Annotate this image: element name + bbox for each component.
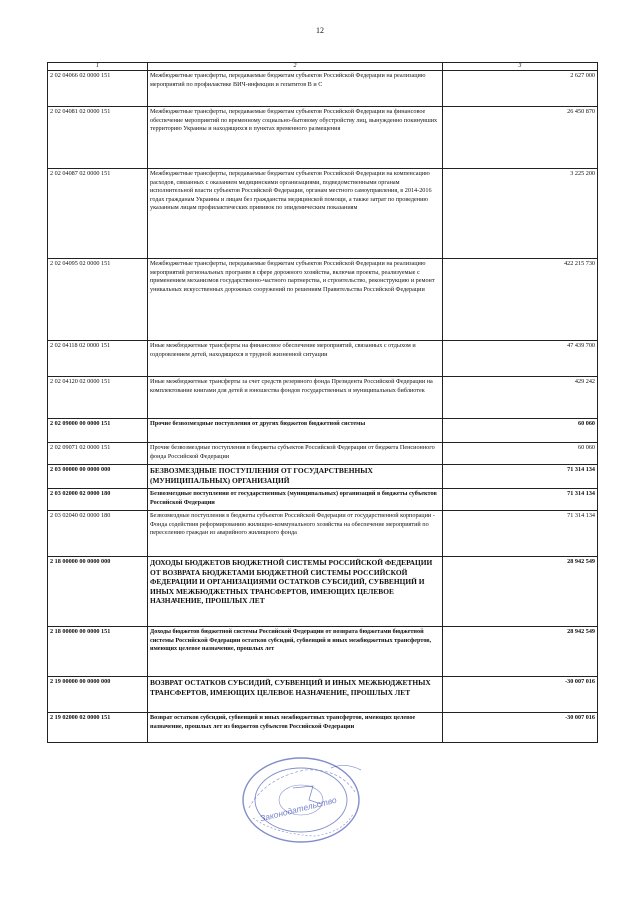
row-code: 2 02 09071 02 0000 151 [48, 443, 148, 465]
table-row [48, 489, 598, 511]
row-description: Межбюджетные трансферты, передаваемые бюджетам субъектов Российской Федерации на компенсацию расходов, связанных с оказанием медицинскими организациями, подведомственными органам исполнительной власти субъектов Российской Федерации, органам местного самоуправления, в 2014-2016 годах гражданам Украины и лицам без гражданства медицинской помощи, а также затрат по проведению указанным лицам профилактических прививок по эпидемическим показаниям [148, 169, 443, 259]
row-code: 2 02 04095 02 0000 151 [48, 259, 148, 341]
row-code: 2 03 02000 02 0000 180 [48, 489, 148, 511]
row-amount: 429 242 [443, 377, 598, 419]
row-description: Межбюджетные трансферты, передаваемые бюджетам субъектов Российской Федерации на реализацию мероприятий региональных программ в сфере дорожного хозяйства, включая проекты, реализуемые с применением механизмов государственно-частного партнерства, и строительство, реконструкцию и ремонт уникальных искусственных дорожных сооружений по решениям Правительства Российской Федерации [148, 259, 443, 341]
row-description: Иные межбюджетные трансферты за счет средств резервного фонда Президента Российской Федерации на комплектование книгами для детей и юношества фондов государственных и муниципальных библиотек [148, 377, 443, 419]
row-description: Безвозмездные поступления в бюджеты субъектов Российской Федерации от государственной корпорации - Фонда содействия реформированию жилищно-коммунального хозяйства на обеспечение мероприятий по переселению граждан из аварийного жилищного фонда [148, 511, 443, 557]
stamp-text: Законодательство [258, 794, 338, 824]
column-header-code: 1 [48, 63, 148, 71]
row-code: 2 02 04118 02 0000 151 [48, 341, 148, 377]
row-description: Доходы бюджетов бюджетной системы Российской Федерации от возврата бюджетами бюджетной системы Российской Федерации остатков субсидий, субвенций и иных межбюджетных трансфертов, имеющих целевое назначение, прошлых лет [148, 627, 443, 677]
table-header-row [48, 63, 598, 71]
table-body [48, 71, 598, 743]
table-row [48, 377, 598, 419]
table-row [48, 713, 598, 743]
row-code: 2 18 00000 00 0000 000 [48, 557, 148, 627]
table-row [48, 443, 598, 465]
row-description: Межбюджетные трансферты, передаваемые бюджетам субъектов Российской Федерации на реализацию мероприятий по профилактике ВИЧ-инфекции и гепатитов В и С [148, 71, 443, 107]
table-row [48, 677, 598, 713]
row-amount: 3 225 200 [443, 169, 598, 259]
column-header-amount: 3 [443, 63, 598, 71]
row-amount: 2 627 000 [443, 71, 598, 107]
row-amount: -30 007 016 [443, 677, 598, 713]
row-description: БЕЗВОЗМЕЗДНЫЕ ПОСТУПЛЕНИЯ ОТ ГОСУДАРСТВЕННЫХ (МУНИЦИПАЛЬНЫХ) ОРГАНИЗАЦИЙ [148, 465, 443, 489]
row-amount: 47 439 700 [443, 341, 598, 377]
row-code: 2 18 00000 00 0000 151 [48, 627, 148, 677]
budget-revenue-table [47, 62, 598, 743]
row-description: Прочие безвозмездные поступления в бюджеты субъектов Российской Федерации от бюджета Пенсионного фонда Российской Федерации [148, 443, 443, 465]
table-row [48, 465, 598, 489]
row-code: 2 02 04120 02 0000 151 [48, 377, 148, 419]
column-header-description: 2 [148, 63, 443, 71]
row-amount: 71 314 134 [443, 511, 598, 557]
row-code: 2 02 04066 02 0000 151 [48, 71, 148, 107]
row-amount: 71 314 134 [443, 489, 598, 511]
row-description: ВОЗВРАТ ОСТАТКОВ СУБСИДИЙ, СУБВЕНЦИЙ И ИНЫХ МЕЖБЮДЖЕТНЫХ ТРАНСФЕРТОВ, ИМЕЮЩИХ ЦЕЛЕВОЕ НАЗНАЧЕНИЕ, ПРОШЛЫХ ЛЕТ [148, 677, 443, 713]
row-code: 2 19 00000 00 0000 000 [48, 677, 148, 713]
row-code: 2 02 04087 02 0000 151 [48, 169, 148, 259]
table-row [48, 259, 598, 341]
row-amount: 28 942 549 [443, 557, 598, 627]
row-amount: 422 215 730 [443, 259, 598, 341]
official-seal-stamp [235, 748, 373, 848]
row-amount: 26 450 870 [443, 107, 598, 169]
row-code: 2 19 02000 02 0000 151 [48, 713, 148, 743]
table-row [48, 627, 598, 677]
table-row [48, 341, 598, 377]
row-amount: 71 314 134 [443, 465, 598, 489]
table-row [48, 71, 598, 107]
row-description: ДОХОДЫ БЮДЖЕТОВ БЮДЖЕТНОЙ СИСТЕМЫ РОССИЙСКОЙ ФЕДЕРАЦИИ ОТ ВОЗВРАТА БЮДЖЕТАМИ БЮДЖЕТНОЙ СИСТЕМЫ РОССИЙСКОЙ ФЕДЕРАЦИИ И ОРГАНИЗАЦИЯМИ ОСТАТКОВ СУБСИДИЙ, СУБВЕНЦИЙ И ИНЫХ МЕЖБЮДЖЕТНЫХ ТРАНСФЕРТОВ, ИМЕЮЩИХ ЦЕЛЕВОЕ НАЗНАЧЕНИЕ, ПРОШЛЫХ ЛЕТ [148, 557, 443, 627]
row-code: 2 03 02040 02 0000 180 [48, 511, 148, 557]
row-code: 2 03 00000 00 0000 000 [48, 465, 148, 489]
table-row [48, 419, 598, 443]
row-description: Межбюджетные трансферты, передаваемые бюджетам субъектов Российской Федерации на финансовое обеспечение мероприятий по временному социально-бытовому обустройству лиц, вынужденно покинувших территорию Украины и находящихся в пунктах временного размещения [148, 107, 443, 169]
row-description: Иные межбюджетные трансферты на финансовое обеспечение мероприятий, связанных с отдыхом и оздоровлением детей, находящихся в трудной жизненной ситуации [148, 341, 443, 377]
row-description: Прочие безвозмездные поступления от других бюджетов бюджетной системы [148, 419, 443, 443]
row-amount: 60 060 [443, 419, 598, 443]
row-amount: -30 007 016 [443, 713, 598, 743]
row-amount: 28 942 549 [443, 627, 598, 677]
table-row [48, 169, 598, 259]
row-description: Безвозмездные поступления от государственных (муниципальных) организаций в бюджеты субъектов Российской Федерации [148, 489, 443, 511]
row-amount: 60 060 [443, 443, 598, 465]
table-row [48, 107, 598, 169]
row-code: 2 02 09000 00 0000 151 [48, 419, 148, 443]
row-code: 2 02 04081 02 0000 151 [48, 107, 148, 169]
table-row [48, 511, 598, 557]
page-number: 12 [316, 26, 324, 35]
table-row [48, 557, 598, 627]
row-description: Возврат остатков субсидий, субвенций и иных межбюджетных трансфертов, имеющих целевое назначение, прошлых лет из бюджетов субъектов Российской Федерации [148, 713, 443, 743]
